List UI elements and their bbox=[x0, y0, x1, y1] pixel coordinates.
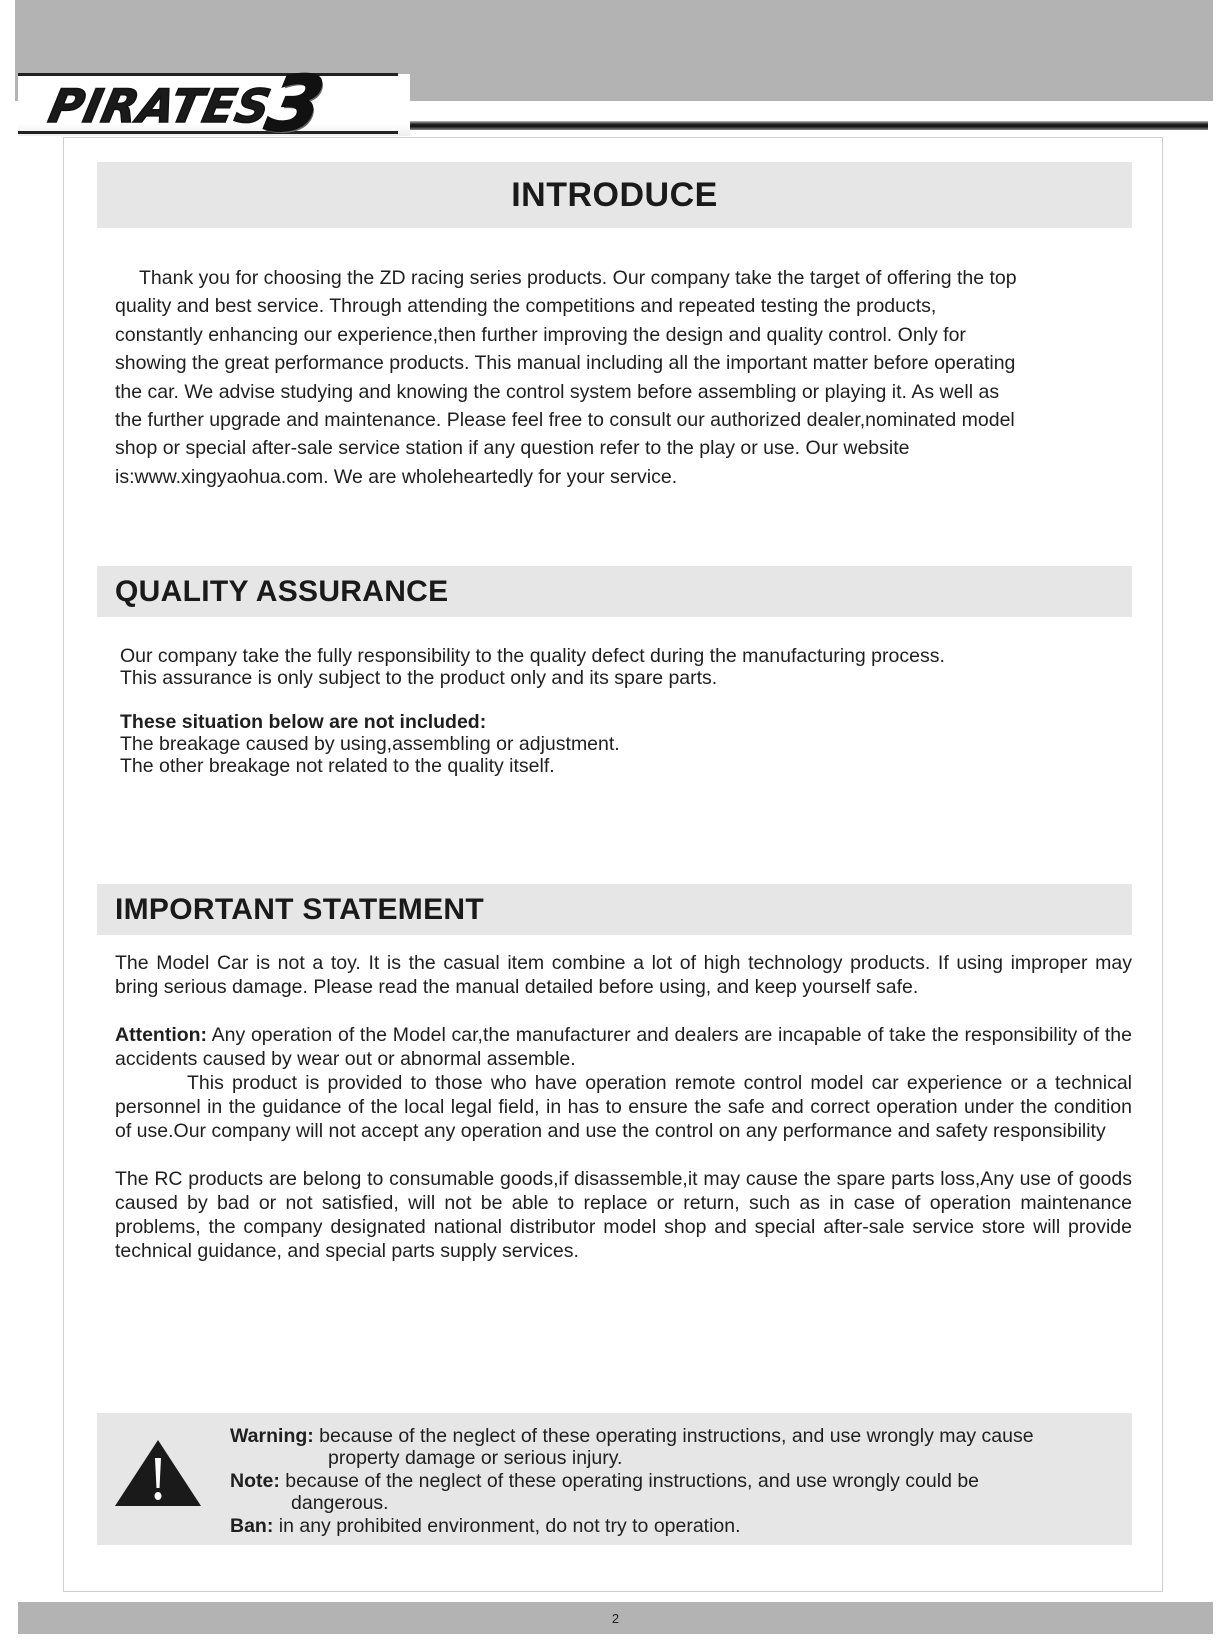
important-statement-body bbox=[115, 951, 1132, 1263]
warning-lines bbox=[230, 1425, 1130, 1537]
quality-assurance-header-bar bbox=[97, 566, 1132, 617]
ban-line: Ban: in any prohibited environment, do not try to operation. bbox=[230, 1514, 741, 1537]
header-rule bbox=[380, 121, 1208, 130]
intro-line: showing the great performance products. This manual including all the important matter before operating bbox=[115, 352, 1016, 375]
warning-triangle-icon bbox=[113, 1438, 203, 1508]
important-statement-header-bar bbox=[97, 884, 1132, 935]
note-line: Note: because of the neglect of these operating instructions, and use wrongly could be bbox=[230, 1469, 980, 1492]
quality-assurance-title: QUALITY ASSURANCE bbox=[115, 574, 449, 608]
intro-line: the further upgrade and maintenance. Please feel free to consult our authorized dealer,nominated model bbox=[115, 409, 1015, 432]
not-included-heading: These situation below are not included: bbox=[120, 711, 487, 733]
introduce-paragraph bbox=[115, 264, 1140, 491]
introduce-title: INTRODUCE bbox=[511, 175, 718, 214]
qa-line: This assurance is only subject to the product only and its spare parts. bbox=[120, 667, 718, 689]
attention-label: Attention: bbox=[115, 1024, 208, 1046]
quality-assurance-body bbox=[120, 645, 1130, 777]
pirates3-logo bbox=[44, 58, 333, 148]
footer-bar bbox=[18, 1602, 1213, 1634]
intro-line: the car. We advise studying and knowing the control system before assembling or playing it. As well as bbox=[115, 380, 1000, 403]
intro-line: constantly enhancing our experience,then further improving the design and quality control. Only for bbox=[115, 323, 966, 346]
note-line-cont: dangerous. bbox=[291, 1492, 389, 1515]
logo-number: 3 bbox=[259, 58, 333, 148]
attention-paragraph: Attention: Any operation of the Model car,the manufacturer and dealers are incapable of take the responsibility of the accidents caused by wear out or abnormal assemble. bbox=[115, 1024, 1132, 1070]
warning-box bbox=[97, 1413, 1132, 1545]
exclusion-item: The other breakage not related to the quality itself. bbox=[120, 755, 555, 777]
intro-line: shop or special after-sale service station if any question refer to the play or use. Our website bbox=[115, 437, 910, 460]
warning-line: Warning: because of the neglect of these operating instructions, and use wrongly may cause bbox=[230, 1425, 1034, 1447]
qa-line: Our company take the fully responsibility to the quality defect during the manufacturing process. bbox=[120, 645, 945, 667]
logo-banner-top-line bbox=[18, 73, 398, 76]
intro-line: is:www.xingyaohua.com. We are wholeheartedly for your service. bbox=[115, 465, 678, 488]
important-statement-title: IMPORTANT STATEMENT bbox=[115, 892, 484, 926]
statement-paragraph: The Model Car is not a toy. It is the casual item combine a lot of high technology products. If using improper may bring serious damage. Please read the manual detailed before using, and keep yourself safe. bbox=[115, 952, 1132, 998]
statement-paragraph: The RC products are belong to consumable goods,if disassemble,it may cause the spare parts loss,Any use of goods caused by bad or not satisfied, will not be able to replace or return, such as in case of operation maintenance problems, the company designated national distributor model shop and special after-sale service store will provide technical guidance, and special parts supply services. bbox=[115, 1168, 1132, 1262]
statement-paragraph: This product is provided to those who have operation remote control model car experience or a technical personnel in the guidance of the local legal field, in has to ensure the safe and correct operation under the condition of use.Our company will not accept any operation and use the control on any performance and safety responsibility bbox=[115, 1072, 1132, 1142]
intro-line: quality and best service. Through attending the competitions and repeated testing the products, bbox=[115, 295, 937, 318]
page-number: 2 bbox=[611, 1610, 620, 1626]
exclusion-item: The breakage caused by using,assembling or adjustment. bbox=[120, 733, 620, 755]
logo-word: PIRATES bbox=[44, 79, 277, 133]
intro-line: Thank you for choosing the ZD racing series products. Our company take the target of offering the top bbox=[139, 267, 1017, 289]
introduce-header-bar bbox=[97, 162, 1132, 228]
warning-line-cont: property damage or serious injury. bbox=[328, 1447, 623, 1470]
header-white-strip bbox=[380, 101, 1213, 121]
